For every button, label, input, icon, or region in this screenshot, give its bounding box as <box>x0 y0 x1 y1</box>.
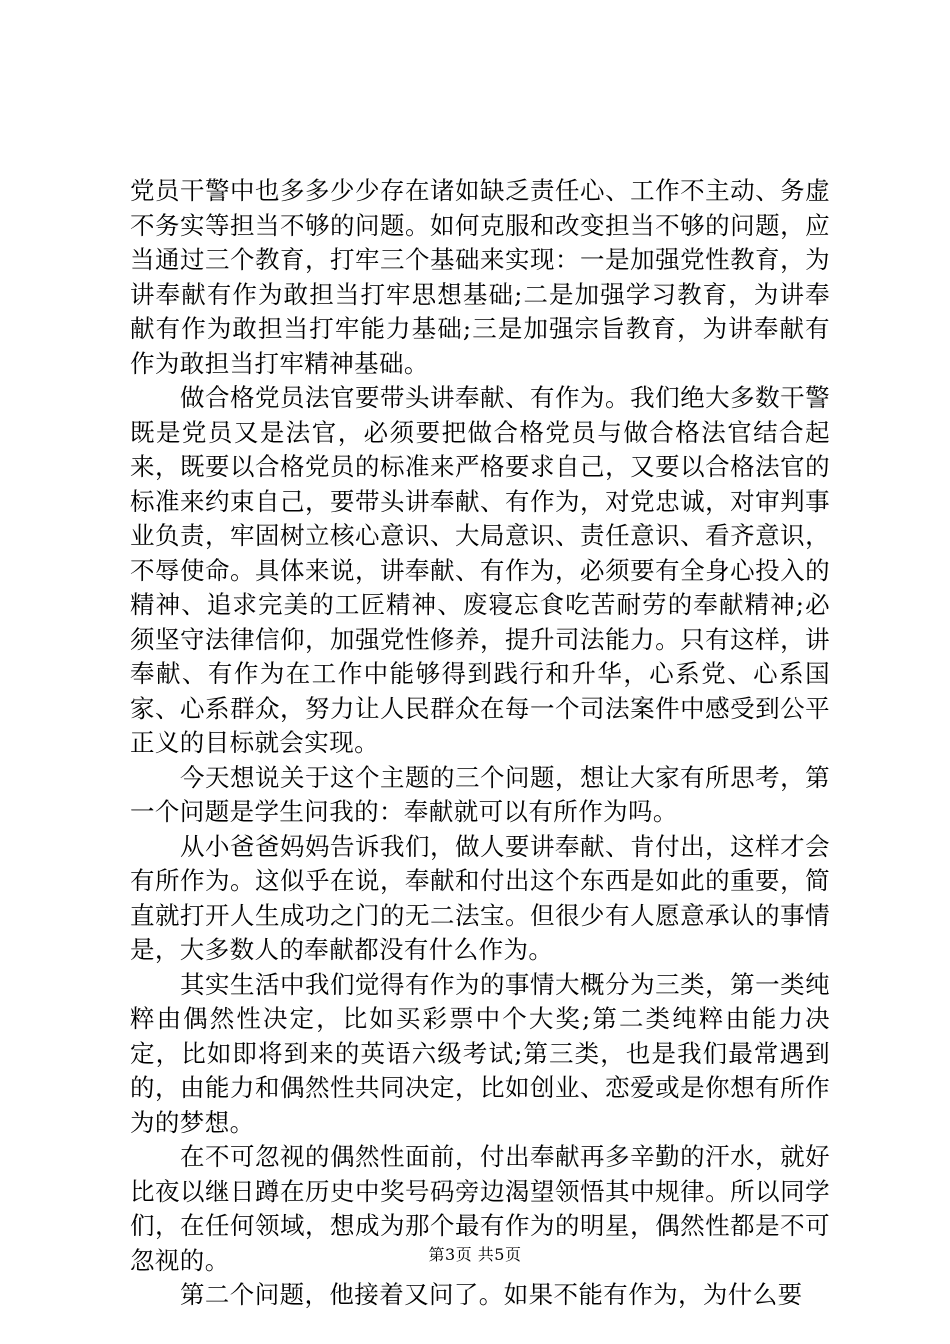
page-footer: 第3页 共5页 <box>428 1245 522 1264</box>
paragraph-7: 第二个问题，他接着又问了。如果不能有作为，为什么要 <box>180 1280 803 1309</box>
paragraph-6: 在不可忽视的偶然性面前，付出奉献再多辛勤的汗水，就好比夜以继日蹲在历史中奖号码旁边渴望领悟其中规律。所以同学们，在任何领域，想成为那个最有作为的明星，偶然性都是不可忽视的。 <box>130 1142 830 1275</box>
paragraph-1: 党员干警中也多多少少存在诸如缺乏责任心、工作不主动、务虚不务实等担当不够的问题。如何克服和改变担当不够的问题，应当通过三个教育，打牢三个基础来实现：一是加强党性教育，为讲奉献有作为敢担当打牢思想基础;二是加强学习教育，为讲奉献有作为敢担当打牢能力基础;三是加强宗旨教育，为讲奉献有作为敢担当打牢精神基础。 <box>130 176 830 378</box>
paragraph-3: 今天想说关于这个主题的三个问题，想让大家有所思考，第一个问题是学生问我的：奉献就可以有所作为吗。 <box>130 762 830 826</box>
paragraph-5: 其实生活中我们觉得有作为的事情大概分为三类，第一类纯粹由偶然性决定，比如买彩票中个大奖;第二类纯粹由能力决定，比如即将到来的英语六级考试;第三类，也是我们最常遇到的，由能力和偶然性共同决定，比如创业、恋爱或是你想有所作为的梦想。 <box>130 969 830 1137</box>
paragraph-2: 做合格党员法官要带头讲奉献、有作为。我们绝大多数干警既是党员又是法官，必须要把做合格党员与做合格法官结合起来，既要以合格党员的标准来严格要求自己，又要以合格法官的标准来约束自己，要带头讲奉献、有作为，对党忠诚，对审判事业负责，牢固树立核心意识、大局意识、责任意识、看齐意识，不辱使命。具体来说，讲奉献、有作为，必须要有全身心投入的精神、追求完美的工匠精神、废寝忘食吃苦耐劳的奉献精神;必须坚守法律信仰，加强党性修养，提升司法能力。只有这样，讲奉献、有作为在工作中能够得到践行和升华，心系党、心系国家、心系群众，努力让人民群众在每一个司法案件中感受到公平正义的目标就会实现。 <box>130 383 830 757</box>
document-body <box>130 174 830 1313</box>
paragraph-4: 从小爸爸妈妈告诉我们，做人要讲奉献、肯付出，这样才会有所作为。这似乎在说，奉献和付出这个东西是如此的重要，简直就打开人生成功之门的无二法宝。但很少有人愿意承认的事情是，大多数人的奉献都没有什么作为。 <box>130 831 830 964</box>
